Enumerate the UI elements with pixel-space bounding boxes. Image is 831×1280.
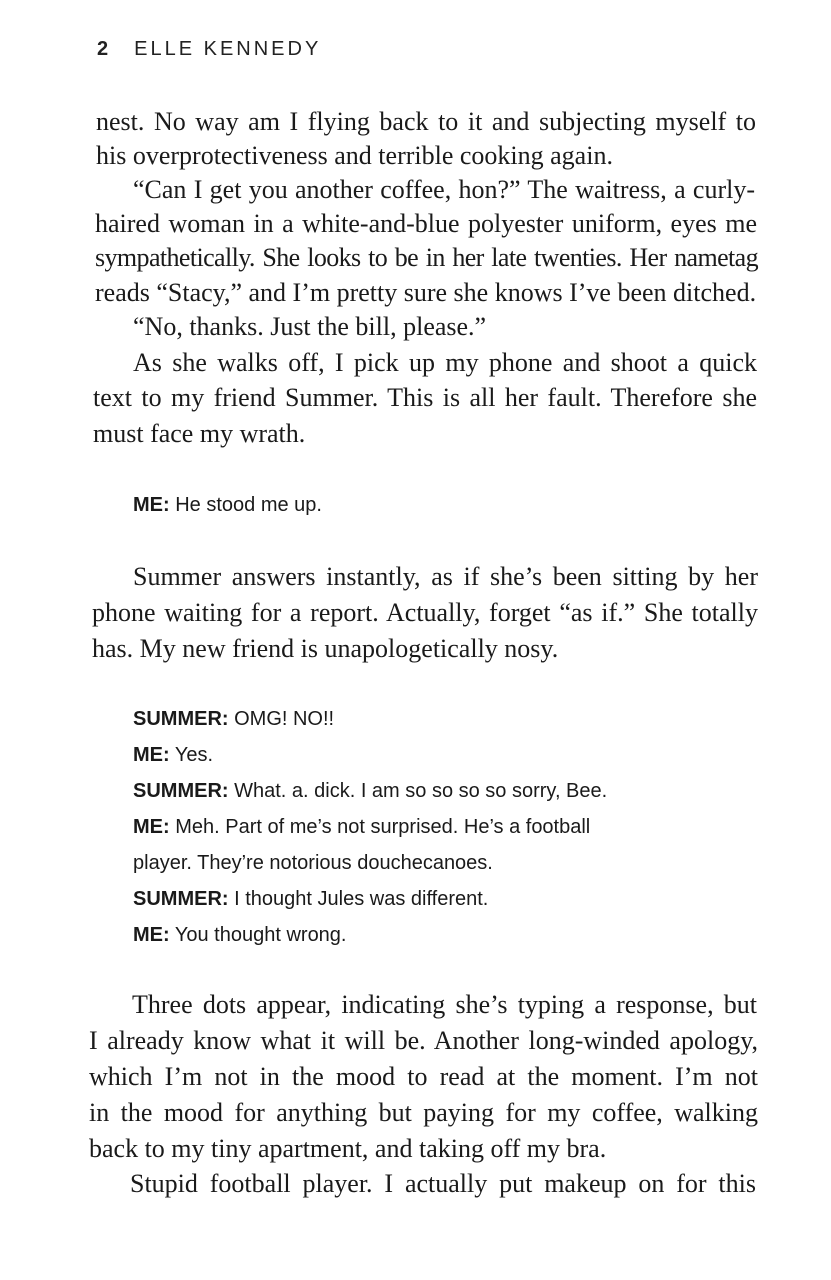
- chat-message: [133, 922, 347, 948]
- chat-message: [133, 814, 590, 840]
- text-line: text to my friend Summer. This is all her fault. Therefore she: [93, 383, 757, 412]
- chat-text: player. They’re notorious douchecanoes.: [133, 852, 493, 874]
- chat-text: Meh. Part of me’s not surprised. He’s a football: [169, 816, 591, 838]
- chat-text: Yes.: [169, 744, 214, 766]
- text-line: phone waiting for a report. Actually, forget “as if.” She totally: [92, 598, 758, 627]
- author-name: ELLE KENNEDY: [134, 38, 322, 60]
- chat-message: [133, 492, 322, 518]
- text-line: reads “Stacy,” and I’m pretty sure she knows I’ve been ditched.: [95, 278, 757, 307]
- chat-speaker: SUMMER:: [133, 708, 229, 730]
- chat-message: [133, 742, 213, 768]
- text-line: “Can I get you another coffee, hon?” The waitress, a curly-: [133, 175, 755, 204]
- text-line: has. My new friend is unapologetically nosy.: [92, 634, 559, 663]
- text-line: his overprotectiveness and terrible cooking again.: [96, 141, 613, 170]
- chat-message: [133, 850, 493, 876]
- chat-text: He stood me up.: [169, 494, 322, 516]
- text-line: I already know what it will be. Another long-winded apology,: [89, 1026, 758, 1055]
- text-line: which I’m not in the mood to read at the moment. I’m not: [89, 1062, 758, 1091]
- chat-text: OMG! NO!!: [228, 708, 335, 730]
- text-line: haired woman in a white-and-blue polyester uniform, eyes me: [95, 209, 757, 238]
- chat-speaker: ME:: [133, 494, 170, 516]
- text-line: Three dots appear, indicating she’s typing a response, but: [132, 990, 757, 1019]
- text-line: nest. No way am I flying back to it and subjecting myself to: [96, 107, 756, 136]
- text-line: in the mood for anything but paying for my coffee, walking: [89, 1098, 758, 1127]
- text-line: Stupid football player. I actually put makeup on for this: [130, 1169, 756, 1198]
- text-line: “No, thanks. Just the bill, please.”: [133, 312, 487, 341]
- chat-speaker: SUMMER:: [133, 888, 229, 910]
- chat-message: [133, 778, 607, 804]
- text-line: As she walks off, I pick up my phone and shoot a quick: [133, 348, 757, 377]
- chat-speaker: SUMMER:: [133, 780, 229, 802]
- text-line: must face my wrath.: [93, 419, 306, 448]
- chat-text: I thought Jules was different.: [228, 888, 489, 910]
- text-line: Summer answers instantly, as if she’s been sitting by her: [133, 562, 758, 591]
- text-line: back to my tiny apartment, and taking off my bra.: [89, 1134, 607, 1163]
- chat-message: [133, 886, 488, 912]
- text-line: sympathetically. She looks to be in her late twenties. Her nametag: [95, 243, 758, 272]
- chat-text: What. a. dick. I am so so so so sorry, Bee.: [228, 780, 608, 802]
- page-number: 2: [97, 38, 109, 60]
- chat-speaker: ME:: [133, 816, 170, 838]
- running-header: [97, 38, 321, 61]
- chat-message: [133, 706, 334, 732]
- chat-text: You thought wrong.: [169, 924, 347, 946]
- chat-speaker: ME:: [133, 924, 170, 946]
- chat-speaker: ME:: [133, 744, 170, 766]
